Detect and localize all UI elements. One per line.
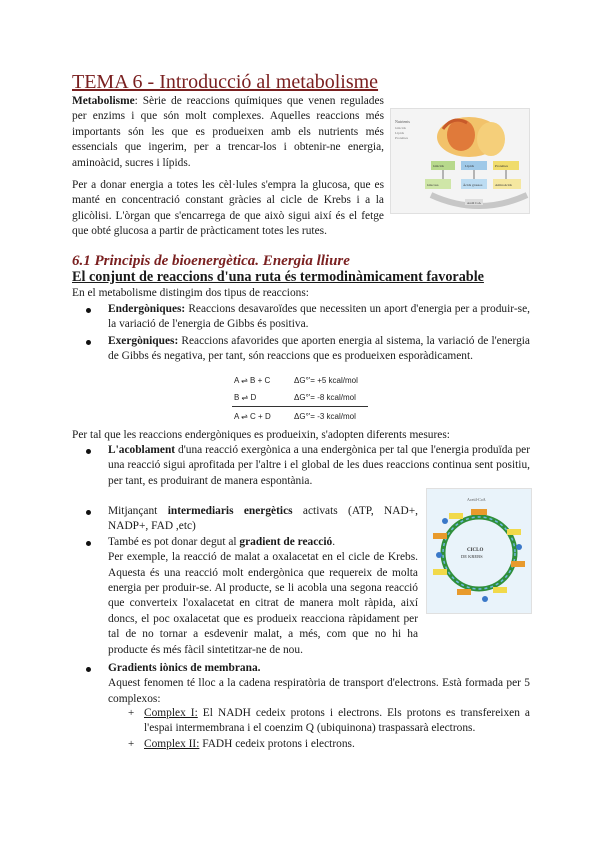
list-item: També es pot donar degut al gradient de reacció. Per exemple, la reacció de malat a oxalacetat en el cicle de Krebs. Aquesta és una reacció molt endergònica que requereix de molta energia per produir-se. Al producte, se li acobla una segona reacció que converteix l'oxalacetat en citrat de manera molt ràpida, així doncs, el poc oxalacetat que es produeix reacciona ràpidament per tal de no tornar a esdevenir malat, a més, com que no hi ha producte és més fàcil sintetitzar-ne de nou. [108, 535, 418, 658]
complexes-list [128, 706, 530, 752]
page-title: TEMA 6 - Introducció al metabolisme [72, 71, 379, 93]
fig1-label-proteins-top: Proteïnes [395, 136, 409, 140]
krebs-center-label-2: DE KREBS [461, 554, 483, 559]
fig1-label-lipids-top: Lípids [395, 131, 404, 135]
measures-list-bottom [108, 661, 530, 707]
fig1-label-fatty-acids: Àcids grassos [463, 183, 483, 187]
krebs-center-label-1: CICLO [467, 548, 484, 553]
krebs-node-acetyl: Acetil-CoA [467, 497, 486, 502]
gradient-detail: Per exemple, la reacció de malat a oxalacetat en el cicle de Krebs. Aquesta és una reacció molt endergònica que requereix de molta energia per produir-se. Al producte, se li acobla una segona reacció que converteix l'oxalacetat en citrat de manera molt ràpida, així doncs, el poc oxalacetat que es produeix reacciona ràpidament per tal de no tornar a esdevenir malat, a més, com que no hi ha producte és més fàcil sintetitzar-ne de nou. [108, 551, 418, 656]
ionic-detail: Aquest fenomen té lloc a la cadena respiratòria de transport d'electrons. Està formada per 5 complexos: [108, 677, 530, 705]
equation-divider [232, 406, 368, 407]
metabolism-overview-graphic [391, 109, 529, 213]
list-item: + Complex II: FADH cedeix protons i electrons. [128, 737, 355, 750]
reactions-lead: En el metabolisme distingim dos tipus de reaccions: [72, 287, 309, 299]
equation-2: B ⇌ D ΔG°'= -8 kcal/mol [234, 393, 356, 402]
fig1-label-acetyl: Acetil CoA [467, 201, 481, 205]
list-item: Gradients iònics de membrana. Aquest fenomen té lloc a la cadena respiratòria de transport d'electrons. Està formada per 5 complexos: [108, 661, 530, 707]
list-item: Mitjançant intermediaris energètics activats (ATP, NAD+, NADP+, FAD ,etc) [108, 504, 418, 535]
krebs-cycle-figure [426, 488, 532, 614]
metabolism-overview-figure [390, 108, 530, 214]
list-item: Endergòniques: Reaccions desavaroïdes que necessiten un aport d'energia per a produir-se, la variació de l'energia de Gibbs és positiva. [108, 302, 530, 333]
equation-3: A ⇌ C + D ΔG°'= -3 kcal/mol [234, 412, 356, 421]
section-heading: 6.1 Principis de bioenergètica. Energia lliure [72, 253, 350, 269]
metabolisme-definition: : Sèrie de reaccions químiques que venen regulades per enzims i que són molt complexes. Aquelles reaccions més importants són les que es produeixen amb els nutrients més essencials que ingerim, per a trencar-los i obtenir-ne energia, aminoàcid, sucres i lípids. [72, 95, 384, 169]
fig1-label-glucids-top: Glúcids [395, 126, 406, 130]
glucose-paragraph: Per a donar energia a totes les cèl·lules s'empra la glucosa, que es manté en concentració constant gràcies al cicle de Krebs i a la glicòlisi. L'òrgan que s'encarrega de que això sigui així és el fetge que obté glucosa a partir de pràcticament totes les rutes. [72, 179, 384, 238]
intro-paragraph [72, 94, 384, 171]
fig1-label-nutrients: Nutrients [395, 119, 410, 124]
fig1-label-amino: Aminoàcids [495, 183, 512, 187]
krebs-cycle-graphic [427, 489, 531, 613]
measures-list-middle [108, 504, 418, 658]
equation-1: A ⇌ B + C ΔG°'= +5 kcal/mol [234, 376, 358, 385]
section-subheading: El conjunt de reaccions d'una ruta és termodinàmicament favorable [72, 269, 484, 285]
list-item: + Complex I: El NADH cedeix protons i electrons. Els protons es transfereixen a l'espai intermembrana i el coenzim Q (ubiquinona) traspassarà electrons. [128, 707, 530, 735]
fig1-label-glucids: Glúcids [433, 164, 444, 168]
reaction-types-list [108, 302, 530, 365]
measures-lead: Per tal que les reaccions endergòniques es produeixin, s'adopten diferents mesures: [72, 429, 450, 441]
fig1-label-glucose: Glucosa [427, 183, 439, 187]
metabolisme-term: Metabolisme [72, 95, 135, 107]
list-item: L'acoblament d'una reacció exergònica a una endergònica per tal que l'energia produïda per una reacció sigui aprofitada per l'altre i el global de les dues reaccions continua sent positiu, per tant, es produirant de manera espontània. [108, 443, 530, 489]
fig1-label-lipids: Lípids [465, 164, 474, 168]
fig1-label-proteins: Proteïnes [495, 164, 509, 168]
measures-list-top [108, 443, 530, 489]
list-item: Exergòniques: Reaccions afavorides que aporten energia al sistema, la variació de l'energia de Gibbs és negativa, per tant, són reaccions que es produeixen esporàdicament. [108, 334, 530, 365]
